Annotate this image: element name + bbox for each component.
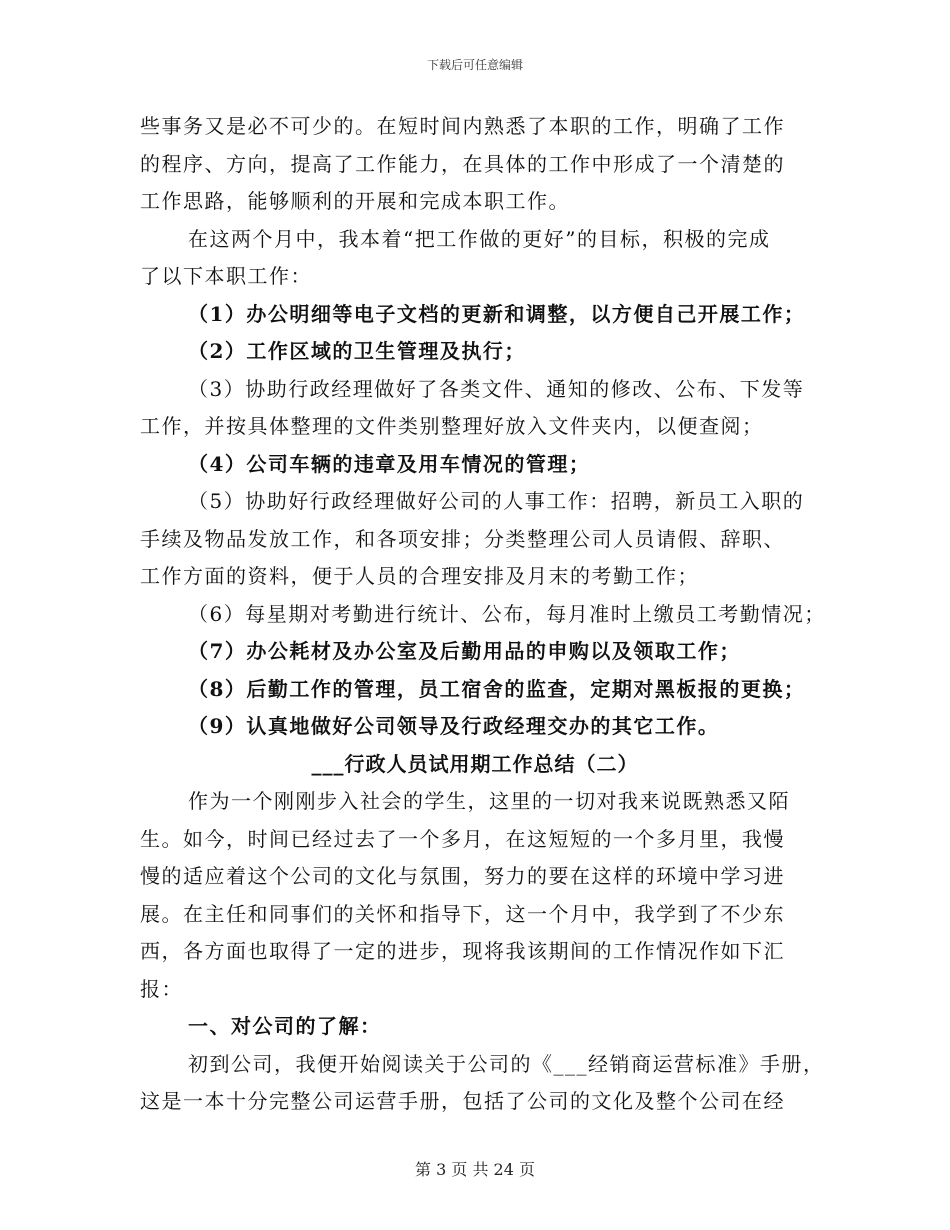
paragraph-line: 生。如今，时间已经过去了一个多月，在这短短的一个多月里，我慢 [140,826,785,851]
paragraph-line: 展。在主任和同事们的关怀和指导下，这一个月中，我学到了不少东 [140,901,785,926]
list-item-3-cont: 工作，并按具体整理的文件类别整理好放入文件夹内，以便查阅； [140,414,764,438]
paragraph-line: 报： [140,976,183,1001]
paragraph-line: 工作思路，能够顺利的开展和完成本职工作。 [140,189,570,213]
list-item-3: （3）协助行政经理做好了各类文件、通知的修改、公布、下发等 [188,376,805,401]
paragraph-line: 西，各方面也取得了一定的进步，现将我该期间的工作情况作如下汇 [140,939,785,963]
list-item-8: （8）后勤工作的管理，员工宿舍的监查，定期对黑板报的更换； [188,676,806,701]
list-item-4: （4）公司车辆的违章及用车情况的管理； [188,451,591,476]
subsection-heading: 一、对公司的了解： [188,1014,382,1038]
paragraph-line: 初到公司，我便开始阅读关于公司的《___经销商运营标准》手册， [188,1051,825,1076]
paragraph-line: 这是一本十分完整公司运营手册，包括了公司的文化及整个公司在经 [140,1089,785,1113]
list-item-5-cont: 工作方面的资料，便于人员的合理安排及月末的考勤工作； [140,564,699,588]
document-body [140,108,826,1121]
paragraph-line: 在这两个月中，我本着“把工作做的更好”的目标，积极的完成 [188,226,771,251]
paragraph-line: 的程序、方向，提高了工作能力，在具体的工作中形成了一个清楚的 [140,151,785,176]
paragraph-line: 慢的适应着这个公司的文化与氛围，努力的要在这样的环境中学习进 [140,864,785,888]
list-item-5: （5）协助好行政经理做好公司的人事工作：招聘，新员工入职的 [188,489,805,513]
list-item-7: （7）办公耗材及办公室及后勤用品的申购以及领取工作； [188,639,741,663]
list-item-9: （9）认真地做好公司领导及行政经理交办的其它工作。 [188,714,720,738]
list-item-2: （2）工作区域的卫生管理及执行； [188,339,526,363]
paragraph-line: 些事务又是必不可少的。在短时间内熟悉了本职的工作，明确了工作 [140,114,785,138]
list-item-1: （1）办公明细等电子文档的更新和调整，以方便自己开展工作； [188,301,806,326]
list-item-5-cont: 手续及物品发放工作，和各项安排；分类整理公司人员请假、辞职、 [140,526,785,551]
list-item-6: （6）每星期对考勤进行统计、公布，每月准时上缴员工考勤情况； [188,601,826,626]
section-title: ___行政人员试用期工作总结（二） [311,751,639,776]
paragraph-line: 作为一个刚刚步入社会的学生，这里的一切对我来说既熟悉又陌 [188,789,790,813]
page-number: 第 3 页 共 24 页 [415,1160,535,1179]
paragraph-line: 了以下本职工作： [140,264,312,288]
page-header-note: 下载后可任意编辑 [426,58,523,72]
